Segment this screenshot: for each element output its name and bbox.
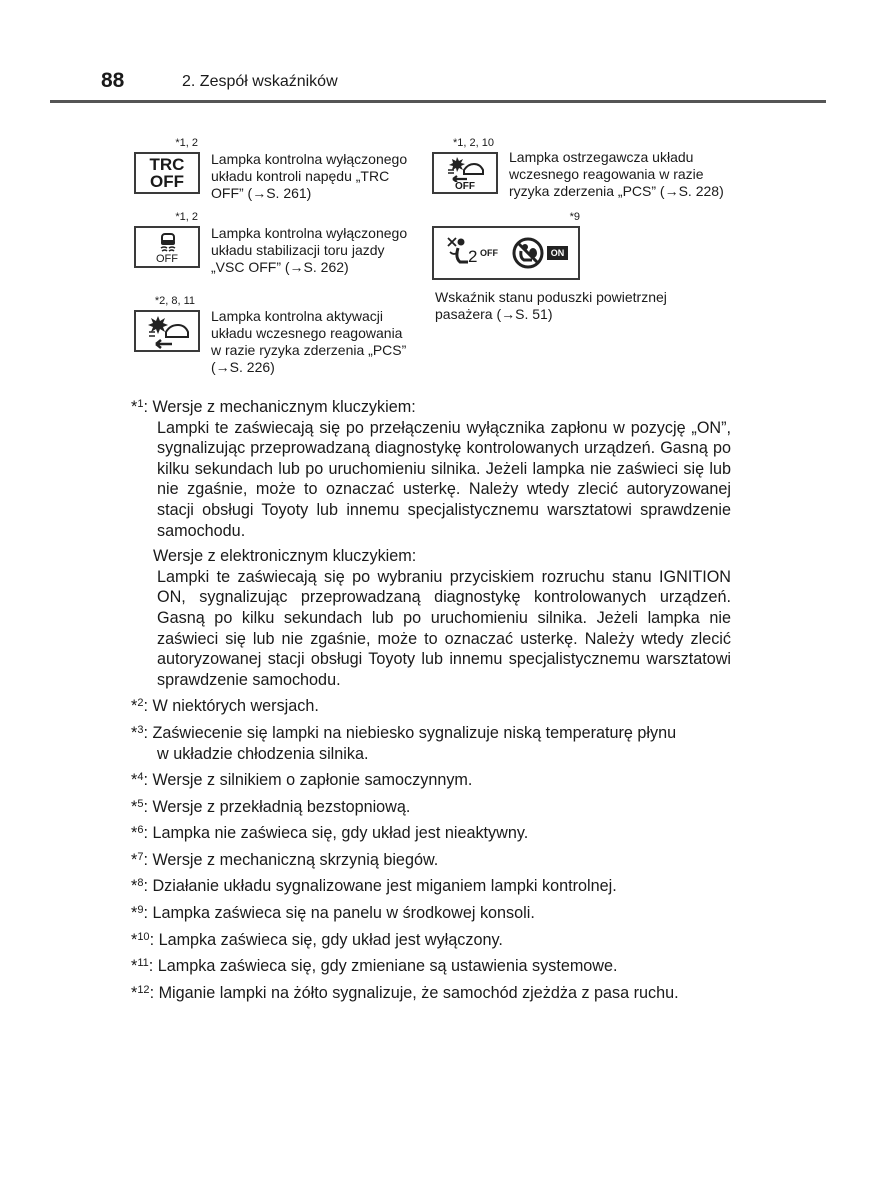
footnote-text: Wersje z silnikiem o zapłonie samoczynnym. bbox=[152, 771, 473, 790]
footnote-text: Lampka nie zaświeca się, gdy układ jest nieaktywny. bbox=[152, 824, 529, 843]
footnote-text: Działanie układu sygnalizowane jest miganiem lampki kontrolnej. bbox=[152, 877, 617, 896]
footnote: *$^6$: Lampka nie zaświeca się, gdy układ jest nieaktywny. bbox=[131, 824, 529, 843]
description-line: (→S. 226) bbox=[211, 359, 275, 375]
indicator-mark: *2, 8, 11 bbox=[154, 295, 195, 307]
indicator-mark: *9 bbox=[569, 211, 580, 223]
footnote-text-continued: w układzie chłodzenia silnika. bbox=[157, 744, 369, 763]
airbag-disabled-icon bbox=[512, 237, 544, 269]
airbag-number: 2 bbox=[468, 247, 478, 266]
footnote-text: Lampka zaświeca się na panelu w środkowej konsoli. bbox=[152, 904, 535, 923]
vsc-off-icon bbox=[134, 226, 200, 268]
pcs-off-icon bbox=[432, 152, 498, 194]
description-line: OFF” (→S. 261) bbox=[211, 185, 312, 201]
icon-text-off: OFF bbox=[480, 248, 498, 258]
footnote: *$^2$: W niektórych wersjach. bbox=[131, 697, 319, 716]
footnote: *$^9$: Lampka zaświeca się na panelu w środkowej konsoli. bbox=[131, 904, 535, 923]
page-number: 88 bbox=[101, 69, 125, 92]
description-line: układu wczesnego reagowania bbox=[211, 325, 403, 341]
footnote: *$^{12}$: Miganie lampki na żółto sygnalizuje, że samochód zjeżdża z pasa ruchu. bbox=[131, 983, 679, 1002]
footnote-text: Wersje z przekładnią bezstopniową. bbox=[152, 797, 411, 816]
icon-text-off: OFF bbox=[150, 172, 184, 191]
footnote: *$^3$: Zaświecenie się lampki na niebiesko sygnalizuje niską temperaturę płynu w układzie chłodzenia silnika. bbox=[131, 723, 731, 764]
header-divider bbox=[50, 100, 826, 103]
footnote: *$^8$: Działanie układu sygnalizowane jest miganiem lampki kontrolnej. bbox=[131, 877, 617, 896]
description-line: układu stabilizacji toru jazdy bbox=[211, 242, 385, 258]
description-line: Wskaźnik stanu poduszki powietrznej bbox=[435, 289, 667, 305]
footnote-text: Zaświecenie się lampki na niebiesko sygnalizuje niską temperaturę płynu bbox=[152, 723, 677, 742]
icon-text-off: OFF bbox=[455, 181, 475, 192]
description-line: wczesnego reagowania w razie bbox=[509, 166, 704, 182]
footnote bbox=[131, 397, 731, 690]
footnote: *$^7$: Wersje z mechaniczną skrzynią biegów. bbox=[131, 850, 439, 869]
description-line: Lampka kontrolna wyłączonego bbox=[211, 225, 408, 241]
skidding-car-icon bbox=[157, 231, 179, 253]
indicator-description bbox=[509, 149, 724, 200]
footnote: *$^{11}$: Lampka zaświeca się, gdy zmieniane są ustawienia systemowe. bbox=[131, 957, 618, 976]
footnote: *$^4$: Wersje z silnikiem o zapłonie samoczynnym. bbox=[131, 771, 473, 790]
on-badge: ON bbox=[547, 246, 568, 260]
pre-collision-icon bbox=[447, 156, 487, 182]
indicator-mark: *1, 2, 10 bbox=[453, 137, 494, 149]
icon-text-trc: TRC bbox=[149, 155, 185, 174]
footnote-body: Lampki te zaświecają się po wybraniu przyciskiem rozruchu stanu IGNITION ON, sygnalizując przeprowadzaną diagnostykę kontrolowanych urządzeń. Gasną po kilku sekundach lub po uruchomieniu silnika. Jeżeli lampka nie zaświeci się lub nie zgaśnie, może to oznaczać usterkę. Należy wtedy zlecić autoryzowanej stacji obsługi Toyoty lub innemu specjalistycznemu warsztatowi sprawdzenie samochodu. bbox=[157, 567, 731, 689]
indicator-mark: *1, 2 bbox=[175, 211, 198, 223]
description-line: Lampka kontrolna wyłączonego bbox=[211, 151, 408, 167]
pre-collision-icon bbox=[146, 314, 192, 350]
description-line: w razie ryzyka zderzenia „PCS” bbox=[211, 342, 407, 358]
footnote-subheading: Wersje z elektronicznym kluczykiem: bbox=[153, 547, 417, 566]
icon-text-off: OFF bbox=[156, 253, 178, 265]
indicator-description bbox=[211, 225, 407, 276]
footnote-text: W niektórych wersjach. bbox=[152, 697, 319, 716]
chapter-title: 2. Zespół wskaźników bbox=[182, 73, 338, 90]
footnote-text: Miganie lampki na żółto sygnalizuje, że samochód zjeżdża z pasa ruchu. bbox=[158, 983, 679, 1002]
footnote-text: Wersje z mechaniczną skrzynią biegów. bbox=[152, 850, 439, 869]
indicator-description bbox=[211, 151, 407, 202]
footnote-body: Lampki te zaświecają się po przełączeniu wyłącznika zapłonu w pozycję „ON”, sygnalizując przeprowadzaną diagnostykę kontrolowanych urządzeń. Gasną po kilku sekundach lub po uruchomieniu silnika. Jeżeli lampka nie zaświeci się lub nie zgaśnie, może to oznaczać usterkę. Należy wtedy zlecić autoryzowanej stacji obsługi Toyoty lub innemu specjalistycznemu warsztatowi sprawdzenie samochodu. bbox=[157, 418, 731, 540]
footnote-text: Wersje z mechanicznym kluczykiem: bbox=[152, 398, 416, 416]
description-line: pasażera (→S. 51) bbox=[435, 306, 553, 322]
footnote: *$^5$: Wersje z przekładnią bezstopniową. bbox=[131, 797, 411, 816]
footnote-text: Lampka zaświeca się, gdy układ jest wyłączony. bbox=[158, 930, 503, 949]
footnote: *$^{10}$: Lampka zaświeca się, gdy układ jest wyłączony. bbox=[131, 930, 503, 949]
description-line: ryzyka zderzenia „PCS” (→S. 228) bbox=[509, 183, 724, 199]
description-line: Lampka kontrolna aktywacji bbox=[211, 308, 383, 324]
indicator-mark: *1, 2 bbox=[175, 137, 198, 149]
footnotes bbox=[131, 397, 731, 1009]
pcs-icon bbox=[134, 310, 200, 352]
description-line: „VSC OFF” (→S. 262) bbox=[211, 259, 349, 275]
description-line: Lampka ostrzegawcza układu bbox=[509, 149, 694, 165]
description-line: układu kontroli napędu „TRC bbox=[211, 168, 390, 184]
trc-off-icon bbox=[134, 152, 200, 194]
passenger-airbag-icon bbox=[432, 226, 580, 280]
footnote-key: *$^1$: bbox=[131, 398, 153, 416]
footnote-text: Lampka zaświeca się, gdy zmieniane są ustawienia systemowe. bbox=[157, 957, 618, 976]
indicator-description bbox=[435, 289, 667, 323]
indicator-description bbox=[211, 308, 406, 376]
